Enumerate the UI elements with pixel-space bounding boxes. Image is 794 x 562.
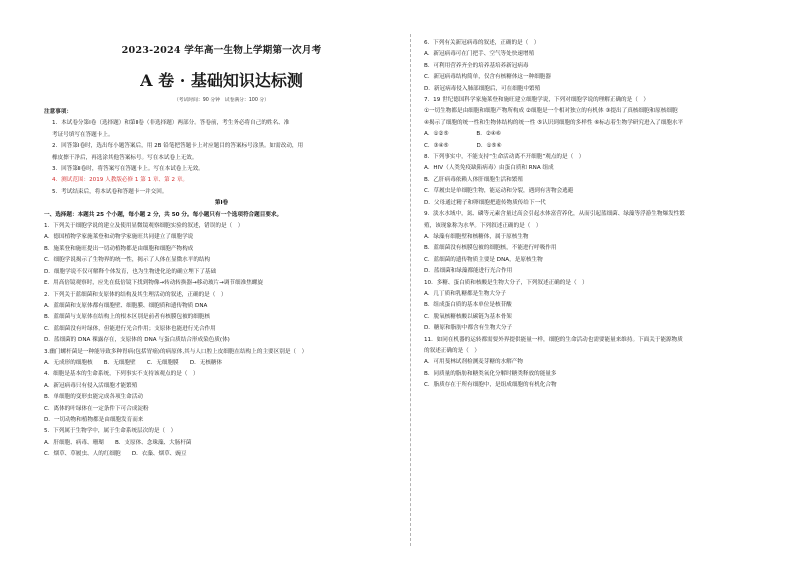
question-option: D．糖原和脂肪中都含有生物大分子 <box>424 325 513 332</box>
notice-item: 3．回答第Ⅱ卷时，将答案写在答题卡上。写在本试卷上无效。 <box>52 166 204 173</box>
question-option: C．脂质存在于所有细胞中，是组成细胞的有机化合物 <box>424 382 557 389</box>
right-question-list <box>424 38 779 392</box>
question-option: 殖，该现象称为水华。下列叙述正确的是（ ） <box>424 222 542 229</box>
question-option: B．蓝细菌与支原体在结构上的根本区别是前者有核膜包被的细胞核 <box>44 314 211 321</box>
question-option: A．①②⑤ B．②④⑥ <box>424 131 501 138</box>
question-stem: 10．多糖、蛋白质和核酸是生物大分子，下列叙述正确的是（ ） <box>424 279 588 286</box>
question-option: B．单细胞的变形虫能完成各项生命活动 <box>44 394 143 401</box>
question-stem: 4．细胞是基本的生命系统，下列事实不支持该观点的是（ ） <box>44 371 199 378</box>
right-column <box>424 38 779 392</box>
question-option: B．可利用营养齐全的培养基培养新冠病毒 <box>424 62 529 69</box>
question-option: A．蓝细菌和支原体都有细胞壁、细胞膜、细胞质和遗传物质 DNA <box>44 302 208 309</box>
question-stem: 2．下列关于蓝细菌和支原体的结构及其生理活动的叙述，正确的是（ ） <box>44 291 227 298</box>
question-option: A．德国植物学家施莱登和动物学家施旺共同建立了细胞学说 <box>44 234 194 241</box>
column-divider <box>410 34 411 546</box>
question-option: D．新冠病毒侵入肺部细胞后，可在细胞中繁殖 <box>424 85 541 92</box>
question-option: B．蓝细菌没有核膜包被的细胞核，不能进行呼吸作用 <box>424 245 557 252</box>
question-option: 的叙述正确的是（ ） <box>424 347 480 354</box>
question-option: A．HIV（人类免疫缺陷病毒）由蛋白质和 RNA 组成 <box>424 165 554 172</box>
exam-subtitle: A 卷 · 基础知识达标测 <box>140 71 303 90</box>
notice-item: 1．本试卷分第Ⅰ卷（选择题）和第Ⅱ卷（非选择题）两部分。答卷前，考生务必将自己的姓名、准 <box>52 120 290 127</box>
question-option: A．新冠病毒只有侵入活细胞才能繁殖 <box>44 382 138 389</box>
question-stem: 3.幽门螺杆菌是一种能导致多种胃病(包括胃癌)的病原体,其与人口腔上皮细胞在结构上的主要区别是（ ） <box>44 348 308 355</box>
notice-item: 5．考试结束后，将本试卷和答题卡一并交回。 <box>52 188 168 195</box>
question-option: C．脱氧核糖核酸以碳链为基本骨架 <box>424 313 512 320</box>
question-option: E．用高倍镜观察时，应先在低倍镜下找到物像→转动转换器→移动玻片→调节细准焦螺旋 <box>44 280 263 287</box>
question-stem: 1．下列关于细胞学说的建立及使用显微镜观察细胞实验的叙述，错误的是（ ） <box>44 223 244 230</box>
question-stem: 6．下列有关新冠病毒的叙述，正确的是（ ） <box>424 40 540 46</box>
notice-item: 考证号填写在答题卡上。 <box>52 131 114 138</box>
question-option: A．肝细胞、病毒、珊瑚 B．支原体、念珠藻、大肠杆菌 <box>44 439 192 446</box>
question-option: B．施莱登和施旺提出一切动植物都是由细胞和细胞产物构成 <box>44 245 194 252</box>
question-option: A．几丁质和乳糖都是生物大分子 <box>424 290 507 297</box>
part1-heading: 第Ⅰ卷 <box>214 200 229 207</box>
question-option: A．无成形的细胞核 B．无细胞壁 C．无细胞膜 D．无核糖体 <box>44 359 223 366</box>
question-option: C．③④⑤ D．①⑤⑥ <box>424 142 502 149</box>
question-option: B．同质量的脂肪和糖类氧化分解时糖类释放的能量多 <box>424 370 557 377</box>
question-option: ④揭示了细胞的统一性和生物体结构的统一性 ⑤认识到细胞的多样性 ⑥标志着生物学研究进入了细胞水平 <box>424 119 684 126</box>
question-option: C．新冠病毒结构简单，仅含有核糖体这一种细胞器 <box>424 74 551 81</box>
question-stem: 7．19 世纪德国科学家施莱登和施旺建立细胞学说，下列对细胞学说的理解正确的是（ ） <box>424 97 650 104</box>
question-option: C．蓝细菌的遗传物质主要是 DNA，是原核生物 <box>424 256 543 263</box>
notice-heading: 注意事项： <box>44 109 72 115</box>
notice-item: 2．回答第Ⅰ卷时，选出每小题答案后，用 2B 铅笔把答题卡上对应题目的答案标号涂黑。如需改动，用 <box>52 143 304 150</box>
question-stem: 9．淡水水域中，氮、磷等元素含量过高会引起水体富营养化，从而引起蓝细菌、绿藻等浮游生物爆发性繁 <box>424 211 685 218</box>
notice-item: 橡皮擦干净后，再选涂其他答案标号。写在本试卷上无效。 <box>52 154 198 161</box>
question-option: B．乙肝病毒依赖人体肝细胞生活和繁殖 <box>424 176 523 183</box>
left-question-list <box>44 221 399 461</box>
exam-title: 2023-2024 学年高一生物上学期第一次月考 <box>121 45 322 56</box>
question-option: C．细胞学说揭示了生物界的统一性，揭示了人体在显微水平的结构 <box>44 257 211 264</box>
question-option: C．蓝细菌没有叶绿体，但能进行光合作用；支原体也能进行光合作用 <box>44 325 216 332</box>
question-stem: 8．下列事实中，不能支持“生命活动离不开细胞”观点的是（ ） <box>424 154 585 161</box>
question-stem: 5．下列属于生物学中，属于生命系统层次的是（ ） <box>44 428 177 435</box>
notice-list <box>44 118 399 198</box>
question-option: C．烟草、草履虫、人的红细胞 D．衣藻、烟草、豌豆 <box>44 451 187 458</box>
question-option: A．绿藻有细胞壁和核糖体，属于原核生物 <box>424 233 529 240</box>
exam-meta: （考试时间：90 分钟 试卷满分：100 分） <box>173 98 270 103</box>
question-option: C．草履虫是单细胞生物，能运动和分裂，遇到有害物会逃避 <box>424 188 574 195</box>
question-option: C．离体的叶绿体在一定条件下可合成淀粉 <box>44 405 149 412</box>
question-option: B．组成蛋白质的基本单位是核苷酸 <box>424 302 512 309</box>
part1-section-heading: 一、选择题：本题共 25 个小题，每小题 2 分，共 50 分。每小题只有一个选项符合题目要求。 <box>44 211 283 218</box>
question-option: A．新冠病毒可在门把手、空气等处快速增殖 <box>424 51 535 58</box>
question-option: D．蓝细菌的 DNA 裸露存在，支原体的 DNA 与蛋白质结合形成染色质(体) <box>44 337 230 344</box>
question-option: D．一切动物和植物都是由细胞发育而来 <box>44 416 144 423</box>
question-option: A．可用斐林试剂检测麦芽糖的水解产物 <box>424 359 523 366</box>
question-option: D．蓝细菌和绿藻都能进行光合作用 <box>424 268 513 275</box>
question-option: D．父母通过精子和卵细胞把遗传物质传给下一代 <box>424 199 546 206</box>
question-option: ①一切生物都是由细胞和细胞产物所构成 ②细胞是一个相对独立的有机体 ③提出了真核细胞和原核细胞 <box>424 108 678 115</box>
question-option: D．细胞学说不仅可解释个体发育，也为生物进化论的确立埋下了基础 <box>44 268 217 275</box>
left-column <box>44 34 399 461</box>
question-stem: 11．如同在机器的运转都需要外界提供能量一样，细胞的生命活动也需要能量来维持。下面关于能源物质 <box>424 336 683 343</box>
notice-item: 4．测试范围：2019 人教版必修 1 第 1 章、第 2 章。 <box>52 177 189 184</box>
